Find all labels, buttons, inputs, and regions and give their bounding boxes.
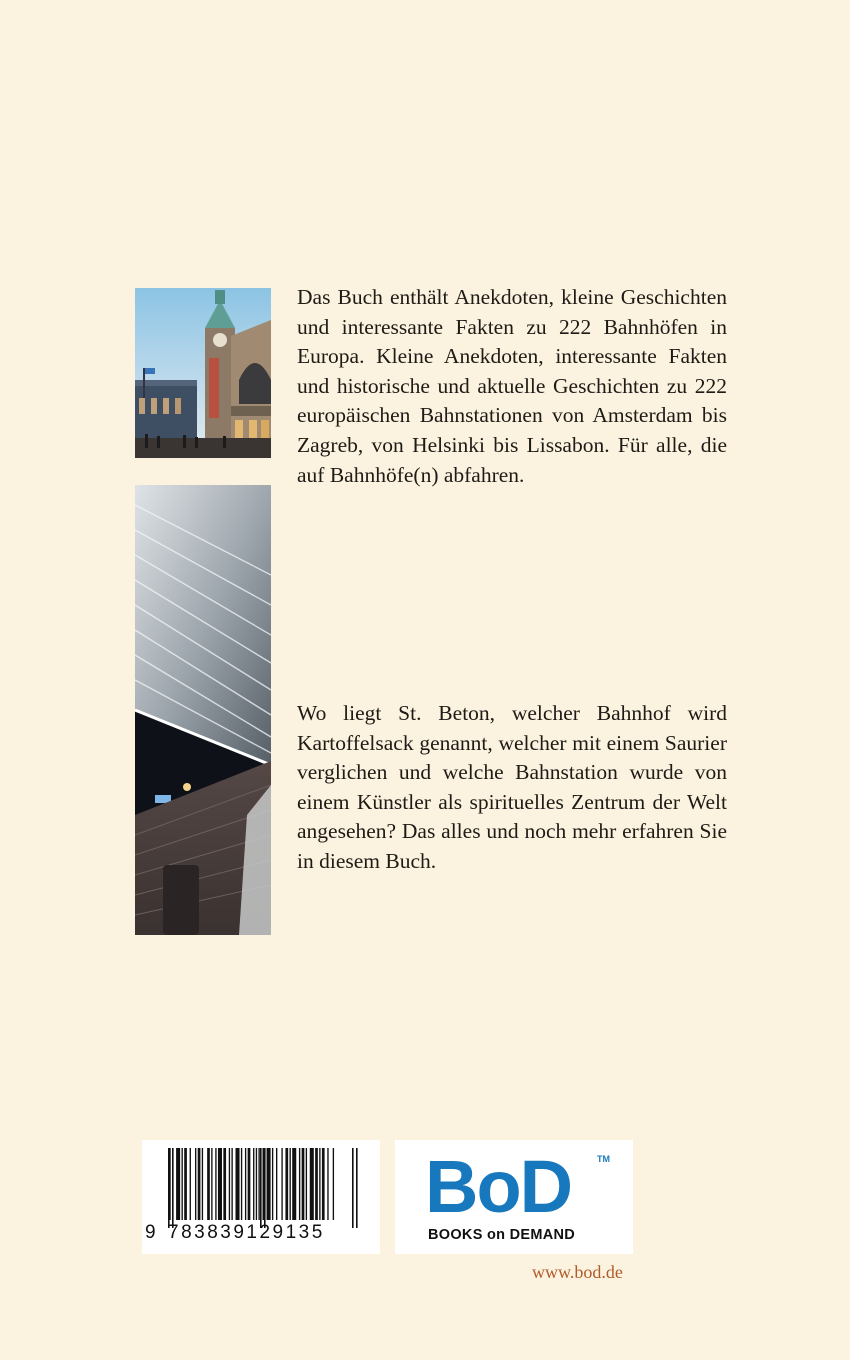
barcode-bar xyxy=(333,1148,334,1220)
description-paragraph-2: Wo liegt St. Beton, welcher Bahnhof wird Kartoffelsack genannt, welcher mit einem Saurier verglichen und welche Bahnstation wurde von einem Künstler als spirituelles Zentrum der Welt angesehen? Das alles und noch mehr erfahren Sie in diesem Buch. xyxy=(297,701,727,873)
isbn-barcode xyxy=(142,1140,380,1254)
barcode-bar xyxy=(276,1148,277,1220)
barcode-bar xyxy=(272,1148,273,1220)
barcode-guard-bar xyxy=(352,1148,354,1228)
barcode-bar xyxy=(245,1148,246,1220)
barcode-bar xyxy=(223,1148,226,1220)
trademark-symbol: TM xyxy=(597,1154,610,1164)
barcode-bar xyxy=(248,1148,251,1220)
barcode-bar xyxy=(241,1148,242,1220)
barcode-guard-bar xyxy=(168,1148,170,1228)
barcode-bar xyxy=(184,1148,187,1220)
barcode-bar xyxy=(327,1148,328,1220)
barcode-bar xyxy=(202,1148,203,1220)
barcode-bar xyxy=(207,1148,210,1220)
barcode-bar xyxy=(236,1148,240,1220)
barcode-bar xyxy=(198,1148,201,1220)
barcode-guard-bar xyxy=(172,1148,174,1228)
barcode-bar xyxy=(215,1148,216,1220)
barcode-bar xyxy=(256,1148,257,1220)
barcode-bar xyxy=(229,1148,230,1220)
station-clock-tower-photo xyxy=(135,288,271,458)
barcode-bar xyxy=(319,1148,320,1220)
station-canopy-photo xyxy=(135,485,271,935)
barcode-bar xyxy=(267,1148,271,1220)
barcode-guard-bar xyxy=(260,1148,262,1228)
barcode-bar xyxy=(190,1148,191,1220)
barcode-bar xyxy=(299,1148,300,1220)
isbn-number xyxy=(142,1222,380,1250)
barcode-bar xyxy=(211,1148,212,1220)
barcode-bar xyxy=(306,1148,307,1220)
isbn-first-digit: 9 xyxy=(145,1222,159,1243)
description-paragraph-1: Das Buch enthält Anekdoten, kleine Geschichten und interessante Fakten zu 222 Bahnhöfen in Europa. Kleine Anekdoten, interessante Fakten und historische und aktuelle Geschichten zu 222 europäischen Bahnstationen von Amsterdam bis Zagreb, von Helsinki bis Lissabon. Für alle, die auf Bahnhöfe(n) abfahren. xyxy=(297,285,727,487)
bod-logo-text: BoD xyxy=(425,1145,572,1228)
barcode-bar xyxy=(322,1148,325,1220)
publisher-logo xyxy=(395,1140,633,1254)
barcode-bar xyxy=(290,1148,291,1220)
barcode-bar xyxy=(310,1148,314,1220)
barcode-bar xyxy=(292,1148,296,1220)
barcode-bar xyxy=(302,1148,305,1220)
barcode-bar xyxy=(176,1148,180,1220)
barcode-bar xyxy=(281,1148,282,1220)
isbn-digits: 783839129135 xyxy=(168,1222,325,1243)
publisher-tagline: BOOKS on DEMAND xyxy=(428,1227,576,1243)
barcode-guard-bar xyxy=(264,1148,266,1228)
barcode-bar xyxy=(195,1148,196,1220)
barcode-bar xyxy=(231,1148,232,1220)
barcode-bar xyxy=(182,1148,183,1220)
barcode-bar xyxy=(315,1148,318,1220)
barcode-bar xyxy=(218,1148,222,1220)
barcode-bar xyxy=(253,1148,254,1220)
publisher-url[interactable]: www.bod.de xyxy=(532,1262,623,1282)
barcode-bar xyxy=(258,1148,259,1220)
barcode-bar xyxy=(285,1148,288,1220)
barcode-guard-bar xyxy=(356,1148,358,1228)
